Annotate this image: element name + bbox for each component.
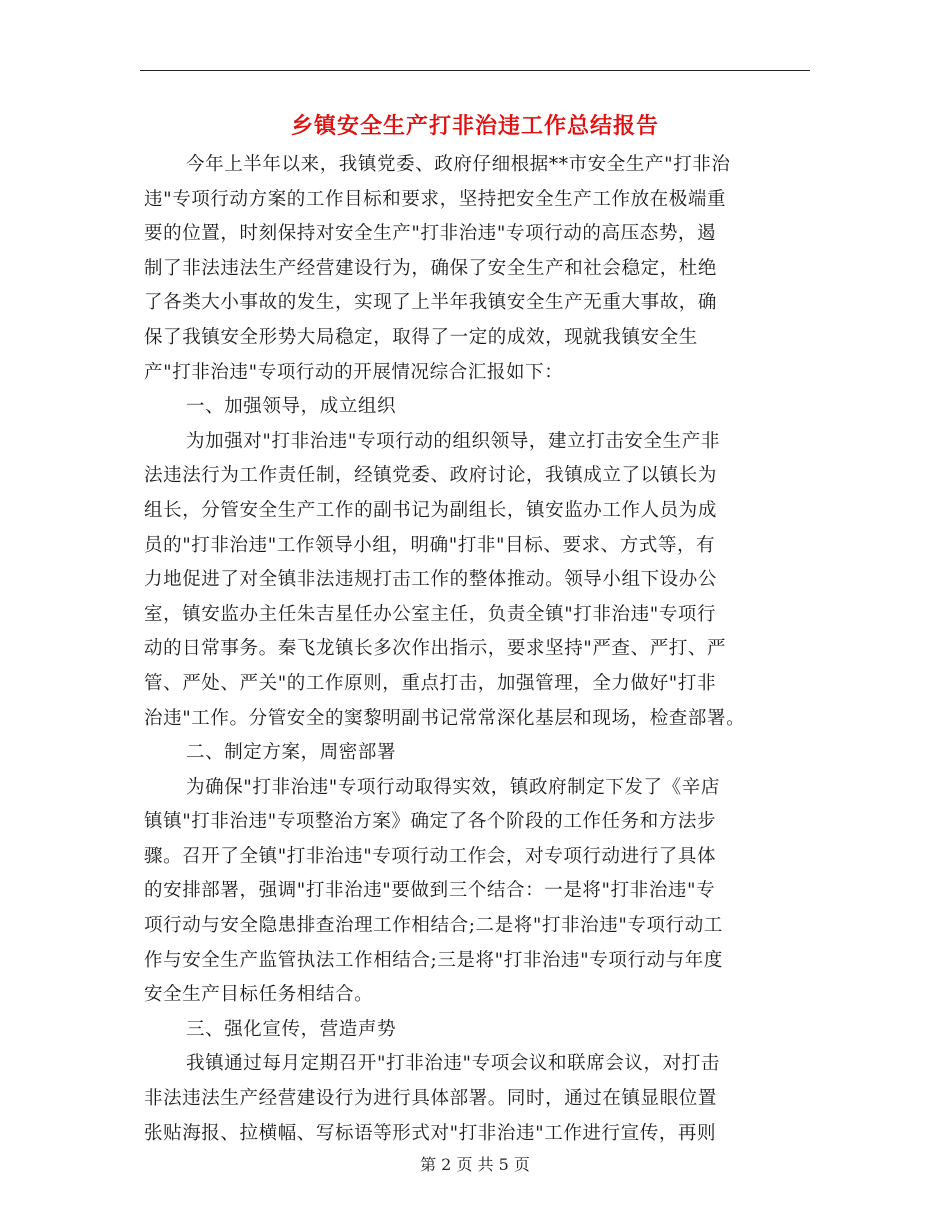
body-line: 法违法行为工作责任制，经镇党委、政府讨论，我镇成立了以镇长为: [144, 465, 718, 487]
document-title: 乡镇安全生产打非治违工作总结报告: [290, 113, 659, 139]
body-line: 室，镇安监办主任朱吉星任办公室主任，负责全镇"打非治违"专项行: [144, 603, 717, 625]
document-body: [144, 148, 804, 1151]
body-line: 非法违法生产经营建设行为进行具体部署。同时，通过在镇显眼位置: [144, 1088, 718, 1110]
header-rule: [140, 70, 810, 71]
body-line: 动的日常事务。秦飞龙镇长多次作出指示，要求坚持"严查、严打、严: [144, 638, 727, 660]
body-line: 镇镇"打非治违"专项整治方案》确定了各个阶段的工作任务和方法步: [144, 811, 717, 833]
body-line: 治违"工作。分管安全的窦黎明副书记常常深化基层和现场，检查部署。: [144, 707, 746, 729]
body-line: 安全生产目标任务相结合。: [144, 984, 374, 1006]
body-line: 为确保"打非治违"专项行动取得实效，镇政府制定下发了《辛店: [186, 776, 720, 798]
page-number: 第 2 页 共 5 页: [420, 1155, 530, 1174]
body-line: 我镇通过每月定期召开"打非治违"专项会议和联席会议，对打击: [186, 1053, 720, 1075]
body-line: 管、严处、严关"的工作原则，重点打击，加强管理，全力做好"打非: [144, 672, 717, 694]
body-line: 制了非法违法生产经营建设行为，确保了安全生产和社会稳定，杜绝: [144, 257, 718, 279]
body-line: 今年上半年以来，我镇党委、政府仔细根据**市安全生产"打非治: [186, 154, 731, 175]
body-line: 员的"打非治违"工作领导小组，明确"打非"目标、要求、方式等，有: [144, 534, 716, 556]
body-line: 组长，分管安全生产工作的副书记为副组长，镇安监办工作人员为成: [144, 499, 718, 521]
section-heading: 三、强化宣传，营造声势: [186, 1018, 397, 1040]
body-line: 的安排部署，强调"打非治违"要做到三个结合：一是将"打非治违"专: [144, 880, 716, 902]
body-line: 骤。召开了全镇"打非治违"专项行动工作会，对专项行动进行了具体: [144, 845, 717, 867]
body-line: 保了我镇安全形势大局稳定，取得了一定的成效，现就我镇安全生: [144, 326, 698, 348]
body-line: 力地促进了对全镇非法违规打击工作的整体推动。领导小组下设办公: [144, 569, 718, 591]
body-line: 作与安全生产监管执法工作相结合;三是将"打非治违"专项行动与年度: [144, 949, 723, 971]
body-line: 违"专项行动方案的工作目标和要求，坚持把安全生产工作放在极端重: [144, 188, 727, 210]
body-line: 张贴海报、拉横幅、写标语等形式对"打非治违"工作进行宣传，再则: [144, 1122, 717, 1144]
section-heading: 一、加强领导，成立组织: [186, 396, 397, 418]
body-line: 要的位置，时刻保持对安全生产"打非治违"专项行动的高压态势，遏: [144, 223, 717, 245]
body-line: 产"打非治违"专项行动的开展情况综合汇报如下：: [144, 361, 564, 383]
body-line: 了各类大小事故的发生，实现了上半年我镇安全生产无重大事故，确: [144, 292, 718, 314]
section-heading: 二、制定方案，周密部署: [186, 742, 397, 764]
body-line: 为加强对"打非治违"专项行动的组织领导，建立打击安全生产非: [186, 430, 720, 452]
body-line: 项行动与安全隐患排查治理工作相结合;二是将"打非治违"专项行动工: [144, 915, 723, 937]
